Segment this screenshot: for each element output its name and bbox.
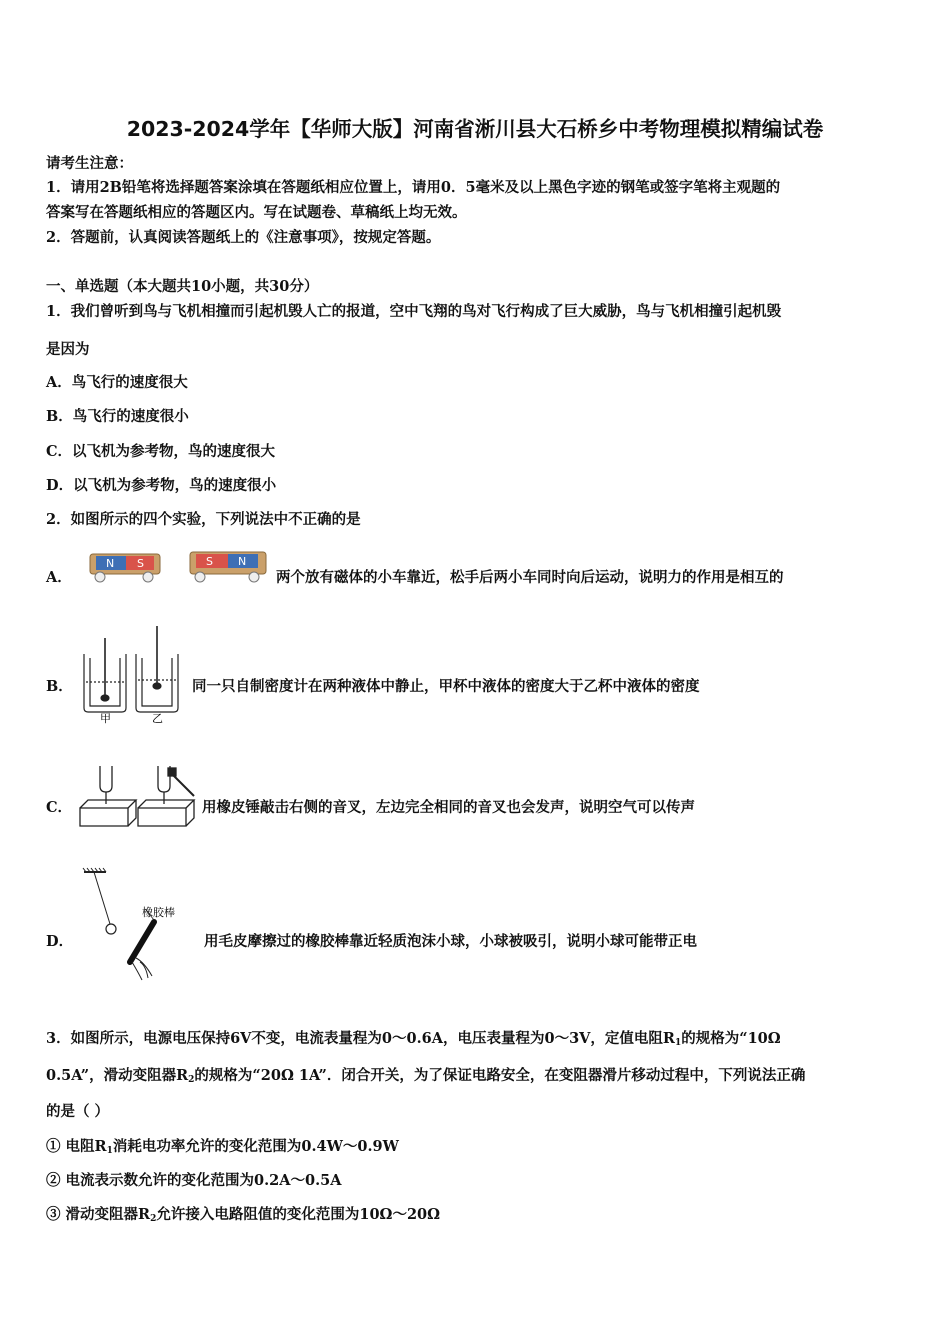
car-right [190, 552, 266, 582]
q2-option-c-text: 用橡皮锤敲击右侧的音叉，左边完全相同的音叉也会发声，说明空气可以传声 [202, 799, 695, 816]
density-meter-figure [80, 624, 190, 724]
page-title: 2023-2024学年【华师大版】河南省淅川县大石桥乡中考物理模拟精编试卷 [126, 117, 824, 141]
fork-box-left [80, 766, 136, 826]
q1-option-a: A．鸟飞行的速度很大 [46, 374, 188, 391]
q2-option-d-text: 用毛皮摩擦过的橡胶棒靠近轻质泡沫小球，小球被吸引，说明小球可能带正电 [204, 933, 697, 950]
beaker-jia [84, 638, 126, 712]
q1-option-d: D．以飞机为参考物，鸟的速度很小 [46, 477, 277, 494]
q3-statement-1: ① 电阻$R_1$消耗电功率允许的变化范围为0.4W～0.9W [46, 1138, 399, 1156]
q2-option-c-letter: C． [46, 799, 73, 816]
q2-option-b-text: 同一只自制密度计在两种液体中静止，甲杯中液体的密度大于乙杯中液体的密度 [192, 678, 700, 695]
tuning-fork-figure [76, 760, 200, 834]
magnet-right-s: S [206, 555, 213, 568]
q2-option-b-letter: B． [46, 678, 73, 695]
q1-stem-line-1: 1．我们曾听到鸟与飞机相撞而引起机毁人亡的报道，空中飞翔的鸟对飞行构成了巨大威胁，鸟与飞机相撞引起机毁 [46, 303, 782, 320]
rod-label: 橡胶棒 [142, 906, 175, 919]
car-left [90, 554, 160, 582]
beaker-yi [136, 626, 178, 712]
notice-heading: 请考生注意： [46, 155, 133, 172]
notice-line-1: 1．请用2B铅笔将选择题答案涂填在答题纸相应位置上，请用0．5毫米及以上黑色字迹的钢笔或签字笔将主观题的 [46, 179, 781, 196]
q1-stem-line-2: 是因为 [46, 341, 90, 358]
q3-statement-2: ② 电流表示数允许的变化范围为0.2A～0.5A [46, 1172, 342, 1189]
q2-stem: 2．如图所示的四个实验，下列说法中不正确的是 [46, 511, 361, 528]
q3-stem-line-1: 3．如图所示，电源电压保持6V不变，电流表量程为0～0.6A，电压表量程为0～3V，定值电阻$R_1$的规格为“10Ω [46, 1030, 781, 1048]
q2-option-a-letter: A． [46, 569, 72, 586]
fork-box-right [138, 766, 194, 826]
q1-option-c: C．以飞机为参考物，鸟的速度很大 [46, 443, 276, 460]
q2-option-d-letter: D． [46, 933, 74, 950]
magnet-left-n: N [106, 557, 115, 570]
beaker-yi-label: 乙 [152, 712, 163, 725]
section-heading: 一、单选题（本大题共10小题，共30分） [46, 278, 319, 295]
q3-statement-3: ③ 滑动变阻器$R_2$允许接入电路阻值的变化范围为10Ω～20Ω [46, 1206, 441, 1224]
notice-line-1b: 答案写在答题纸相应的答题区内。写在试题卷、草稿纸上均无效。 [46, 204, 467, 221]
q1-option-b: B．鸟飞行的速度很小 [46, 408, 189, 425]
beaker-jia-label: 甲 [100, 712, 111, 725]
q3-stem-line-3: 的是（ ） [46, 1103, 110, 1120]
magnet-right-n: N [238, 555, 247, 568]
q3-stem-line-2: 0.5A”，滑动变阻器$R_2$的规格为“20Ω 1A”．闭合开关，为了保证电路安全，在变阻器滑片移动过程中，下列说法正确 [46, 1067, 806, 1085]
q2-option-a-text: 两个放有磁体的小车靠近，松手后两小车同时向后运动，说明力的作用是相互的 [276, 569, 784, 586]
magnet-left-s: S [137, 557, 144, 570]
rubber-rod-figure [80, 866, 192, 986]
magnet-cars-figure [82, 548, 272, 588]
notice-line-2: 2．答题前，认真阅读答题纸上的《注意事项》，按规定答题。 [46, 229, 441, 246]
